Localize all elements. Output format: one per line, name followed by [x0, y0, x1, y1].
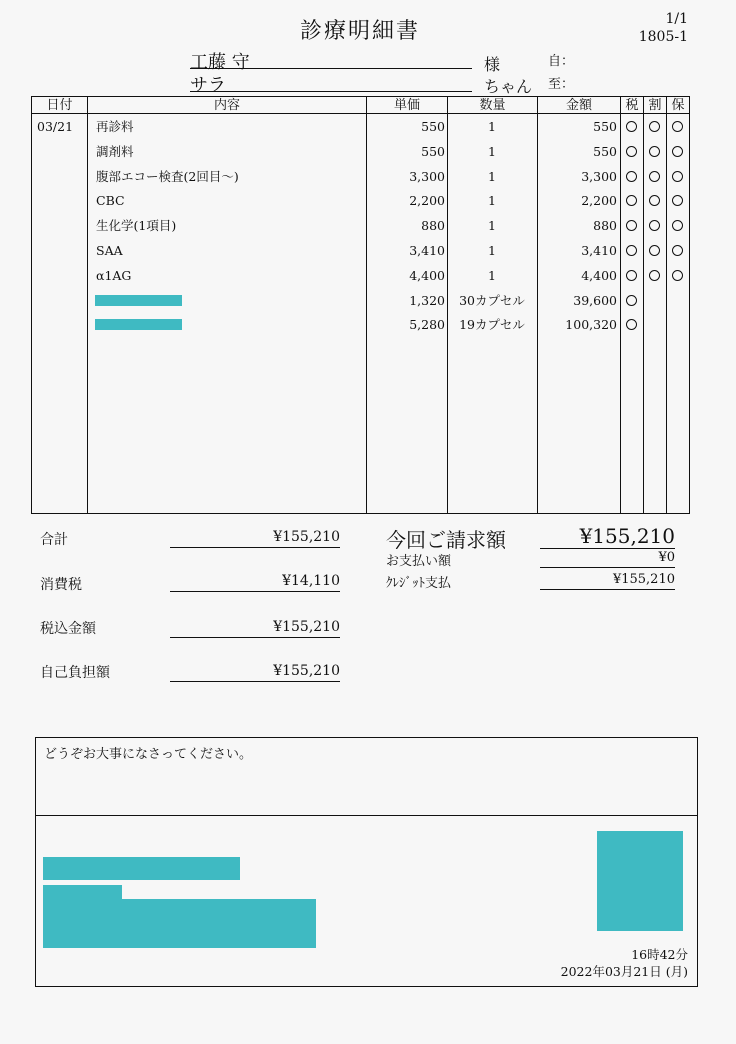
- row-amount: 550: [593, 119, 617, 134]
- row-amount: 100,320: [565, 317, 617, 332]
- document-code: 1805-1: [638, 29, 688, 45]
- row-discount-mark: [649, 195, 660, 206]
- column-header-quantity: 数量: [479, 98, 506, 113]
- column-header-unit-price: 単価: [393, 98, 420, 113]
- request-amount-value: ¥155,210: [540, 524, 675, 549]
- row-tax-mark: [626, 245, 637, 256]
- row-insurance-mark: [672, 270, 683, 281]
- row-quantity: 1: [488, 268, 496, 283]
- row-unit-price: 5,280: [409, 317, 445, 332]
- owner-honorific: 様: [484, 55, 501, 74]
- row-discount-mark: [649, 270, 660, 281]
- row-amount: 3,300: [581, 169, 617, 184]
- row-insurance-mark: [672, 195, 683, 206]
- redacted-item-name: [95, 295, 182, 306]
- table-row: [0, 168, 736, 193]
- document-title: 診療明細書: [300, 19, 421, 44]
- row-unit-price: 4,400: [409, 268, 445, 283]
- table-row: [0, 192, 736, 217]
- column-header-amount: 金額: [565, 98, 592, 113]
- table-row: [0, 118, 736, 143]
- row-amount: 550: [593, 144, 617, 159]
- redacted-item-name: [95, 319, 182, 330]
- paid-label: お支払い額: [386, 554, 452, 569]
- row-amount: 880: [593, 218, 617, 233]
- credit-label: ｸﾚｼﾞｯﾄ支払: [386, 576, 452, 591]
- row-unit-price: 2,200: [409, 193, 445, 208]
- row-discount-mark: [649, 146, 660, 157]
- row-insurance-mark: [672, 146, 683, 157]
- row-quantity: 1: [488, 169, 496, 184]
- row-insurance-mark: [672, 171, 683, 182]
- row-amount: 3,410: [581, 243, 617, 258]
- column-header-date: 日付: [46, 98, 73, 113]
- row-discount-mark: [649, 121, 660, 132]
- tax-inclusive-label: 税込金額: [40, 621, 96, 637]
- table-row: [0, 316, 736, 341]
- care-message: どうぞお大事になさってください。: [44, 747, 253, 762]
- row-item: 生化学(1項目): [96, 218, 177, 233]
- subtotal-value: ¥155,210: [170, 527, 340, 548]
- row-unit-price: 550: [421, 119, 445, 134]
- row-item: SAA: [96, 243, 123, 258]
- row-item: 腹部エコー検査(2回目～): [96, 169, 239, 184]
- row-unit-price: 550: [421, 144, 445, 159]
- table-row: [0, 217, 736, 242]
- page-info: [639, 10, 688, 46]
- table-row: [0, 242, 736, 267]
- row-insurance-mark: [672, 245, 683, 256]
- period-from-label: 自：: [548, 54, 575, 69]
- pet-honorific: ちゃん: [484, 77, 533, 96]
- self-pay-value: ¥155,210: [170, 661, 340, 682]
- message-divider: [35, 815, 698, 816]
- column-header-content: 内容: [213, 98, 240, 113]
- row-insurance-mark: [672, 121, 683, 132]
- row-item: CBC: [96, 193, 125, 208]
- subtotal-label: 合計: [40, 532, 68, 548]
- period-to-label: 至：: [548, 77, 575, 92]
- owner-name: 工藤 守: [190, 48, 472, 69]
- row-amount: 39,600: [573, 293, 617, 308]
- row-unit-price: 3,410: [409, 243, 445, 258]
- row-quantity: 1: [488, 218, 496, 233]
- redacted-block: [43, 885, 122, 899]
- column-header-insurance: 保: [671, 98, 685, 113]
- row-quantity: 1: [488, 193, 496, 208]
- row-item: 再診料: [96, 119, 134, 134]
- column-header-discount: 割: [648, 98, 662, 113]
- self-pay-label: 自己負担額: [40, 665, 110, 681]
- redacted-block: [43, 857, 240, 880]
- row-tax-mark: [626, 270, 637, 281]
- redacted-stamp: [597, 831, 683, 931]
- row-quantity: 1: [488, 119, 496, 134]
- row-insurance-mark: [672, 220, 683, 231]
- row-discount-mark: [649, 171, 660, 182]
- row-tax-mark: [626, 220, 637, 231]
- column-header-tax: 税: [625, 98, 639, 113]
- redacted-block: [43, 899, 316, 948]
- row-unit-price: 1,320: [409, 293, 445, 308]
- row-unit-price: 3,300: [409, 169, 445, 184]
- row-tax-mark: [626, 295, 637, 306]
- row-item: α1AG: [96, 268, 132, 283]
- table-row: [0, 292, 736, 317]
- row-quantity: 1: [488, 243, 496, 258]
- row-quantity: 30カプセル: [459, 293, 525, 308]
- table-row: [0, 267, 736, 292]
- issue-date: 2022年03月21日 (月): [560, 964, 688, 979]
- pet-name: サラ: [190, 71, 472, 92]
- row-tax-mark: [626, 121, 637, 132]
- page-number: 1/1: [665, 11, 688, 27]
- table-row: [0, 143, 736, 168]
- tax-label: 消費税: [40, 577, 82, 593]
- tax-inclusive-value: ¥155,210: [170, 617, 340, 638]
- request-amount-label: 今回ご請求額: [386, 528, 506, 552]
- row-discount-mark: [649, 245, 660, 256]
- row-tax-mark: [626, 319, 637, 330]
- row-amount: 4,400: [581, 268, 617, 283]
- row-item: 調剤料: [96, 144, 134, 159]
- credit-value: ¥155,210: [540, 571, 675, 590]
- row-tax-mark: [626, 195, 637, 206]
- row-quantity: 1: [488, 144, 496, 159]
- row-quantity: 19カプセル: [459, 317, 525, 332]
- row-date: 03/21: [37, 119, 74, 134]
- paid-value: ¥0: [540, 549, 675, 568]
- row-amount: 2,200: [581, 193, 617, 208]
- row-discount-mark: [649, 220, 660, 231]
- tax-value: ¥14,110: [170, 571, 340, 592]
- issue-time: 16時42分: [631, 947, 688, 962]
- row-tax-mark: [626, 146, 637, 157]
- row-unit-price: 880: [421, 218, 445, 233]
- row-tax-mark: [626, 171, 637, 182]
